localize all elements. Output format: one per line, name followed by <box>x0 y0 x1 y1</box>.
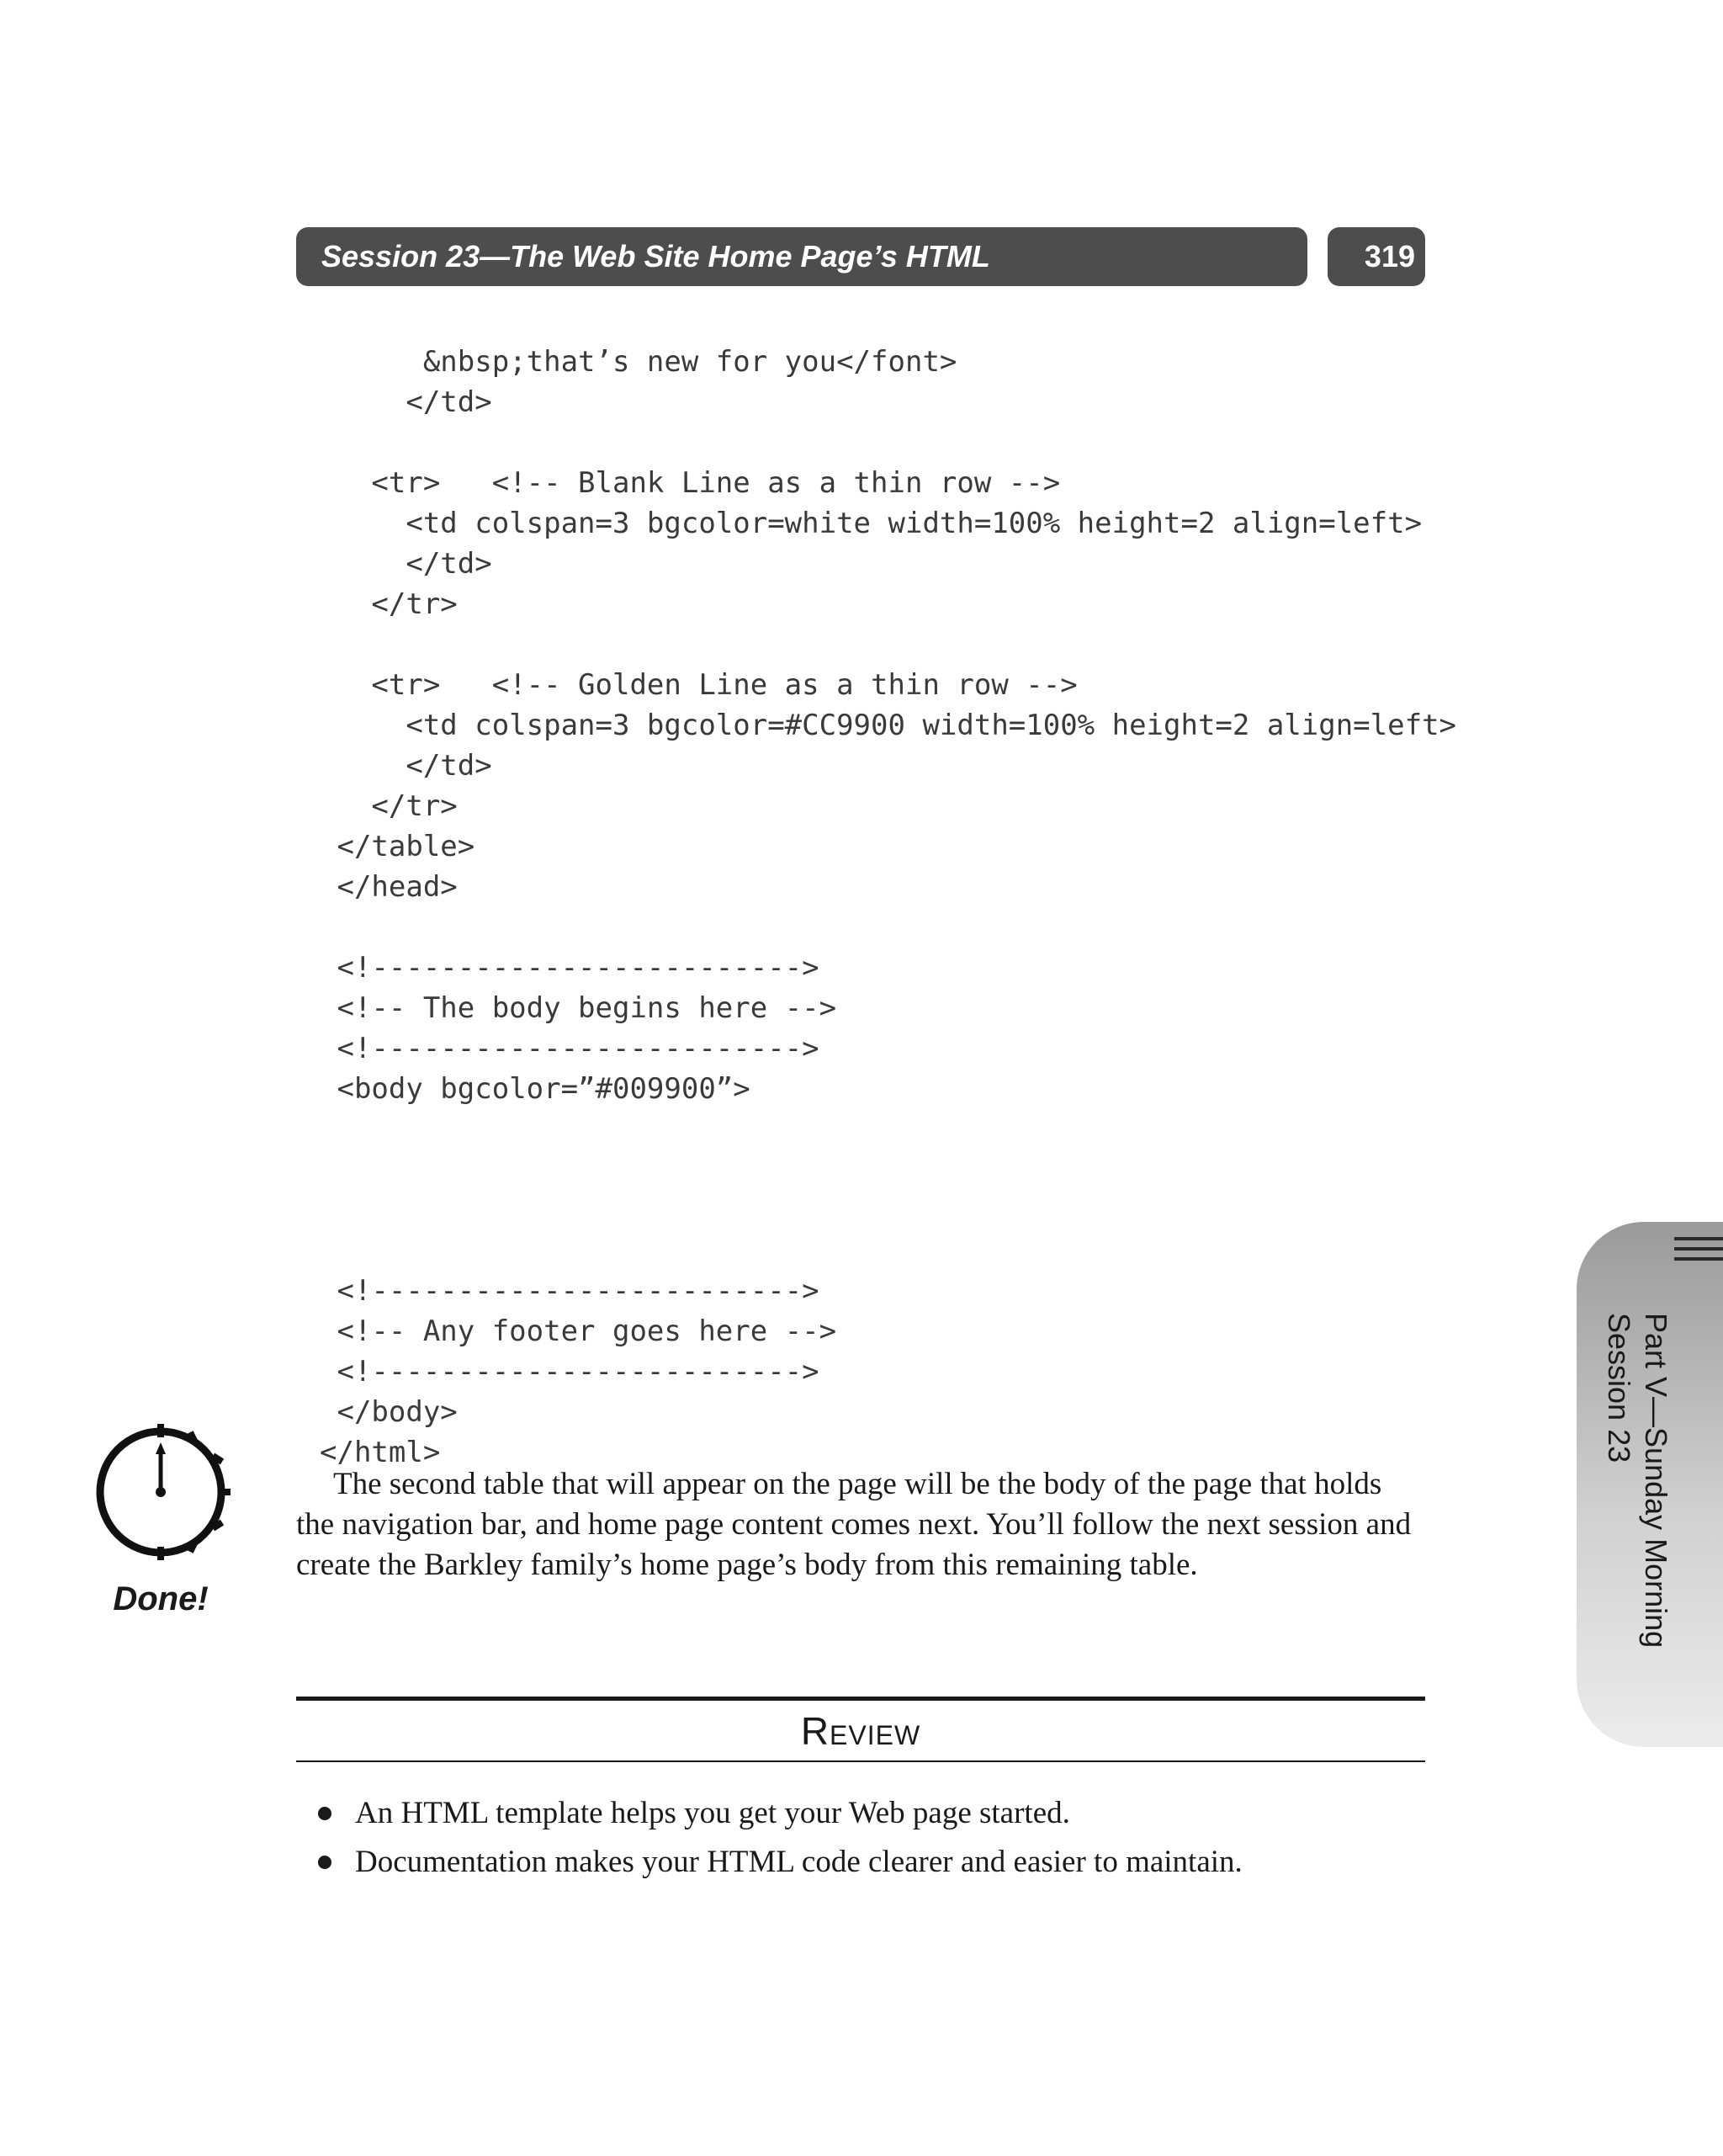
bullet-icon <box>318 1856 331 1869</box>
code-line <box>320 422 1456 463</box>
tab-lines-icon <box>1674 1237 1723 1267</box>
session-header-bar <box>296 227 1307 286</box>
bullet-icon <box>318 1807 331 1820</box>
page-number: 319 <box>1328 227 1425 286</box>
code-line: </td> <box>320 385 492 419</box>
code-line: </tr> <box>320 587 458 621</box>
review-item-text: An HTML template helps you get your Web page started. <box>355 1796 1070 1830</box>
code-line: </td> <box>320 547 492 581</box>
code-line: </head> <box>320 870 458 904</box>
code-line: <!-------------------------> <box>320 1032 819 1065</box>
side-tab-text <box>1600 1313 1674 1734</box>
code-line: <!-- Any footer goes here --> <box>320 1314 837 1348</box>
review-item <box>296 1789 1425 1838</box>
code-line: </body> <box>320 1395 458 1429</box>
code-line: <!-- The body begins here --> <box>320 991 837 1025</box>
code-line: <td colspan=3 bgcolor=#CC9900 width=100% height=2 align=left> <box>320 709 1457 742</box>
body-paragraph: The second table that will appear on the page will be the body of the page that holds the navigation bar, and home page content comes next. You’ll follow the next session and create the Barkley family’s home page’s body from this remaining table. <box>296 1467 1412 1582</box>
session-title: Session 23—The Web Site Home Page’s HTML <box>321 239 990 273</box>
done-label: Done! <box>113 1580 209 1617</box>
code-line: <!-------------------------> <box>320 1274 819 1308</box>
code-line: <td colspan=3 bgcolor=white width=100% height=2 align=left> <box>320 507 1423 540</box>
side-tab-part: Part V—Sunday Morning <box>1639 1313 1673 1649</box>
code-line <box>320 1190 1456 1230</box>
code-line: </html> <box>320 1436 441 1469</box>
code-line <box>320 1150 1456 1190</box>
code-line: <tr> <!-- Golden Line as a thin row --> <box>320 668 1078 702</box>
review-list <box>296 1789 1425 1887</box>
review-rule-top <box>296 1697 1425 1701</box>
code-line: </table> <box>320 830 475 863</box>
code-line <box>320 1230 1456 1271</box>
code-line: <!-------------------------> <box>320 951 819 985</box>
stopwatch-icon <box>89 1421 232 1564</box>
review-heading: Review <box>800 1709 921 1753</box>
code-line <box>320 1109 1456 1150</box>
code-line <box>320 907 1456 948</box>
code-line: &nbsp;that’s new for you</font> <box>320 345 957 379</box>
code-line: <tr> <!-- Blank Line as a thin row --> <box>320 466 1061 500</box>
side-tab-session: Session 23 <box>1602 1313 1636 1463</box>
code-line: </tr> <box>320 789 458 823</box>
review-rule-bottom <box>296 1760 1425 1762</box>
code-listing <box>320 342 1456 1473</box>
review-item-text: Documentation makes your HTML code clearer and easier to maintain. <box>355 1845 1243 1879</box>
code-line: <body bgcolor=”#009900”> <box>320 1072 750 1106</box>
code-line: <!-------------------------> <box>320 1355 819 1389</box>
code-line: </td> <box>320 749 492 783</box>
review-item <box>296 1838 1425 1887</box>
code-line <box>320 624 1456 665</box>
